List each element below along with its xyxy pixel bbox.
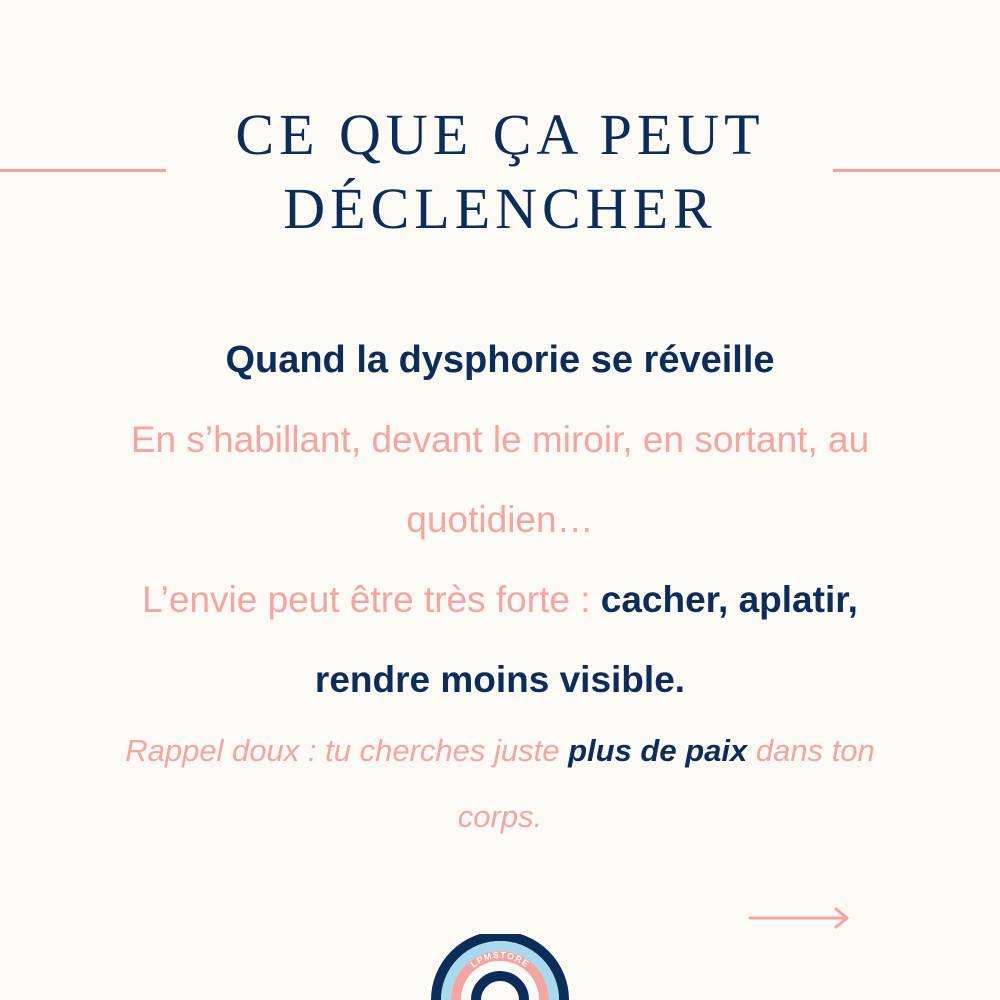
reminder-text-start: Rappel doux : tu cherches juste [125, 733, 569, 768]
right-divider-line [833, 169, 1000, 172]
reminder-text-end: dans ton corps. [457, 733, 875, 834]
title-line-2: DÉCLENCHER [283, 176, 717, 241]
reminder-emphasis: plus de paix [568, 733, 748, 768]
left-divider-line [0, 169, 166, 172]
urge-text: L’envie peut être très forte : [142, 579, 601, 620]
section-heading: Quand la dysphorie se réveille [225, 339, 775, 381]
logo-text: LPMSTORE [468, 949, 532, 970]
title-line-1: CE QUE ÇA PEUT [235, 102, 765, 167]
gentle-reminder [80, 718, 920, 850]
rainbow-logo-icon [430, 934, 570, 1000]
arrow-right-icon[interactable] [748, 903, 852, 933]
urge-emphasis: cacher, aplatir, rendre moins visible. [314, 579, 858, 700]
situations-paragraph: En s’habillant, devant le miroir, en sortant, au quotidien… [130, 419, 870, 540]
page-title [150, 98, 850, 246]
urge-paragraph [80, 560, 920, 720]
